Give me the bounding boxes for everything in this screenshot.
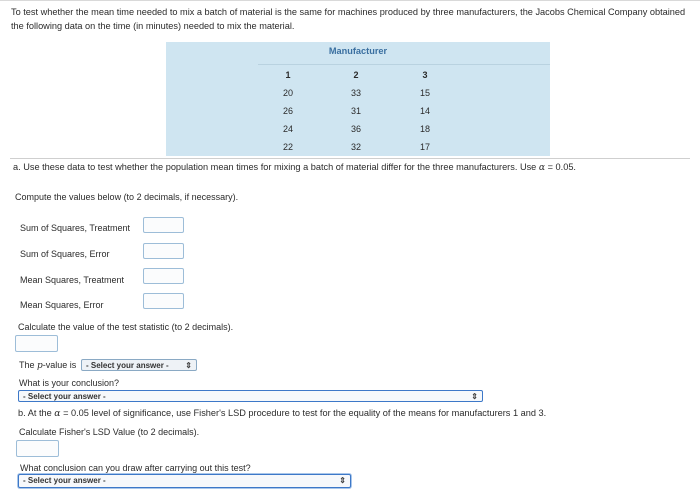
test-stat-prompt: Calculate the value of the test statistic (to 2 decimals).: [18, 322, 234, 332]
test-stat-input[interactable]: [15, 335, 58, 352]
table-cell: 22: [282, 142, 293, 152]
alpha-value: = 0.05.: [547, 162, 576, 172]
table-cell: 33: [350, 88, 361, 98]
part-a-question: [13, 162, 576, 173]
conclusion-prompt: What is your conclusion?: [19, 378, 120, 388]
pvalue-select-value: - Select your answer -: [86, 361, 169, 370]
problem-intro: To test whether the mean time needed to mix a batch of material is the same for machines produced by three manufacturers, the Jacobs Chemical Company obtained the following data on the time (in minutes) needed to mix the material.: [11, 7, 686, 31]
table-header-2: 2: [353, 70, 359, 80]
select-arrow-icon: ⇕: [471, 392, 478, 401]
ss-treatment-label: Sum of Squares, Treatment: [20, 223, 131, 233]
table-divider: [258, 64, 550, 65]
ss-error-input[interactable]: [143, 243, 184, 259]
section-divider: [10, 158, 690, 159]
pvalue-p: p: [37, 361, 43, 371]
select-arrow-icon: ⇕: [339, 476, 346, 485]
ss-error-label: Sum of Squares, Error: [20, 249, 110, 259]
part-b-question-prefix: b. At the: [18, 408, 52, 418]
table-cell: 32: [350, 142, 361, 152]
table-cell: 20: [282, 88, 293, 98]
ms-treatment-label: Mean Squares, Treatment: [20, 275, 125, 285]
lsd-conclusion-select[interactable]: [18, 474, 351, 488]
lsd-conclusion-select-value: - Select your answer -: [23, 476, 106, 485]
ss-treatment-input[interactable]: [143, 217, 184, 233]
alpha-symbol: α: [538, 162, 546, 173]
lsd-conclusion-prompt: What conclusion can you draw after carrying out this test?: [20, 463, 251, 473]
lsd-prompt: Calculate Fisher's LSD Value (to 2 decimals).: [19, 427, 200, 437]
table-cell: 24: [282, 124, 293, 134]
table-header-1: 1: [285, 70, 291, 80]
conclusion-select[interactable]: [18, 390, 483, 402]
part-a-question-text: a. Use these data to test whether the population mean times for mixing a batch of material differ for the three manufacturers. Use: [13, 162, 537, 172]
pvalue-prefix: The: [19, 360, 35, 370]
lsd-input[interactable]: [16, 440, 59, 457]
conclusion-select-value: - Select your answer -: [23, 392, 106, 401]
table-cell: 17: [419, 142, 430, 152]
part-b-question: [18, 408, 546, 419]
ms-error-input[interactable]: [143, 293, 184, 309]
ms-treatment-input[interactable]: [143, 268, 184, 284]
table-cell: 14: [419, 106, 430, 116]
pvalue-label: [19, 360, 76, 371]
pvalue-select[interactable]: [81, 359, 197, 371]
ms-error-label: Mean Squares, Error: [20, 300, 104, 310]
table-cell: 18: [419, 124, 430, 134]
compute-prompt: Compute the values below (to 2 decimals, if necessary).: [15, 192, 239, 202]
table-cell: 31: [350, 106, 361, 116]
part-b-question-suffix: = 0.05 level of significance, use Fisher's LSD procedure to test for the equality of the means for manufacturers 1 and 3.: [63, 408, 547, 418]
table-cell: 15: [419, 88, 430, 98]
alpha-symbol: α: [54, 408, 61, 419]
table-cell: 26: [282, 106, 293, 116]
pvalue-suffix: -value is: [42, 360, 77, 370]
data-table: [166, 42, 550, 156]
top-border: [0, 0, 700, 1]
table-cell: 36: [350, 124, 361, 134]
select-arrow-icon: ⇕: [185, 361, 192, 370]
table-header-3: 3: [422, 70, 428, 80]
table-title: Manufacturer: [328, 46, 388, 56]
